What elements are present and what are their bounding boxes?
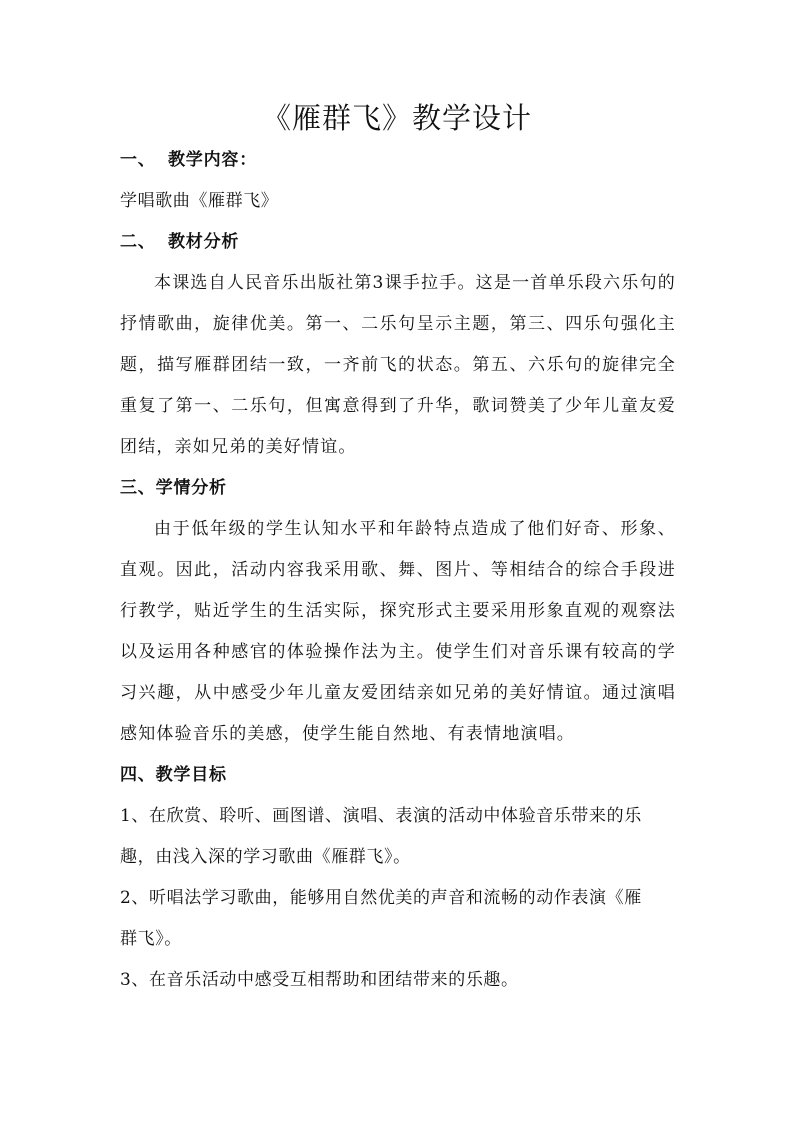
- section-heading-material: [120, 222, 676, 263]
- section-heading-content: [120, 140, 676, 181]
- goal-item-line: 趣，由浅入深的学习歌曲《雁群飞》。: [120, 847, 411, 867]
- goal-item-line: 1、在欣赏、聆听、画图谱、演唱、表演的活动中体验音乐带来的乐: [120, 806, 642, 826]
- section-body-line: 学唱歌曲《雁群飞》: [120, 191, 279, 211]
- goal-item-line: 3、在音乐活动中感受互相帮助和团结带来的乐趣。: [120, 970, 519, 990]
- section-heading-text: 教学内容：: [168, 150, 257, 170]
- section-number: 一、: [120, 150, 156, 170]
- section-heading-text: 教材分析: [168, 232, 240, 252]
- goal-item-line: 2、听唱法学习歌曲，能够用自然优美的声音和流畅的动作表演《雁: [120, 888, 642, 908]
- section-heading-students: 三、学情分析: [120, 478, 227, 498]
- section-number: 二、: [120, 232, 156, 252]
- material-analysis-paragraph: 本课选自人民音乐出版社第3课手拉手。这是一首单乐段六乐句的抒情歌曲，旋律优美。第一、二乐句呈示主题，第三、四乐句强化主题，描写雁群团结一致，一齐前飞的状态。第五、六乐句的旋律完全重复了第一、二乐句，但寓意得到了升华，歌词赞美了少年儿童友爱团结，亲如兄弟的美好情谊。: [120, 273, 676, 457]
- goal-item-line: 群飞》。: [120, 929, 182, 949]
- document-body: [120, 140, 676, 1001]
- student-analysis-paragraph: 由于低年级的学生认知水平和年龄特点造成了他们好奇、形象、直观。因此，活动内容我采用歌、舞、图片、等相结合的综合手段进行教学，贴近学生的生活实际，探究形式主要采用形象直观的观察法以及运用各种感官的体验操作法为主。使学生们对音乐课有较高的学习兴趣，从中感受少年儿童友爱团结亲如兄弟的美好情谊。通过演唱感知体验音乐的美感，使学生能自然地、有表情地演唱。: [120, 519, 676, 744]
- document-title: 《雁群飞》教学设计: [261, 101, 532, 135]
- section-heading-goals: 四、教学目标: [120, 765, 227, 785]
